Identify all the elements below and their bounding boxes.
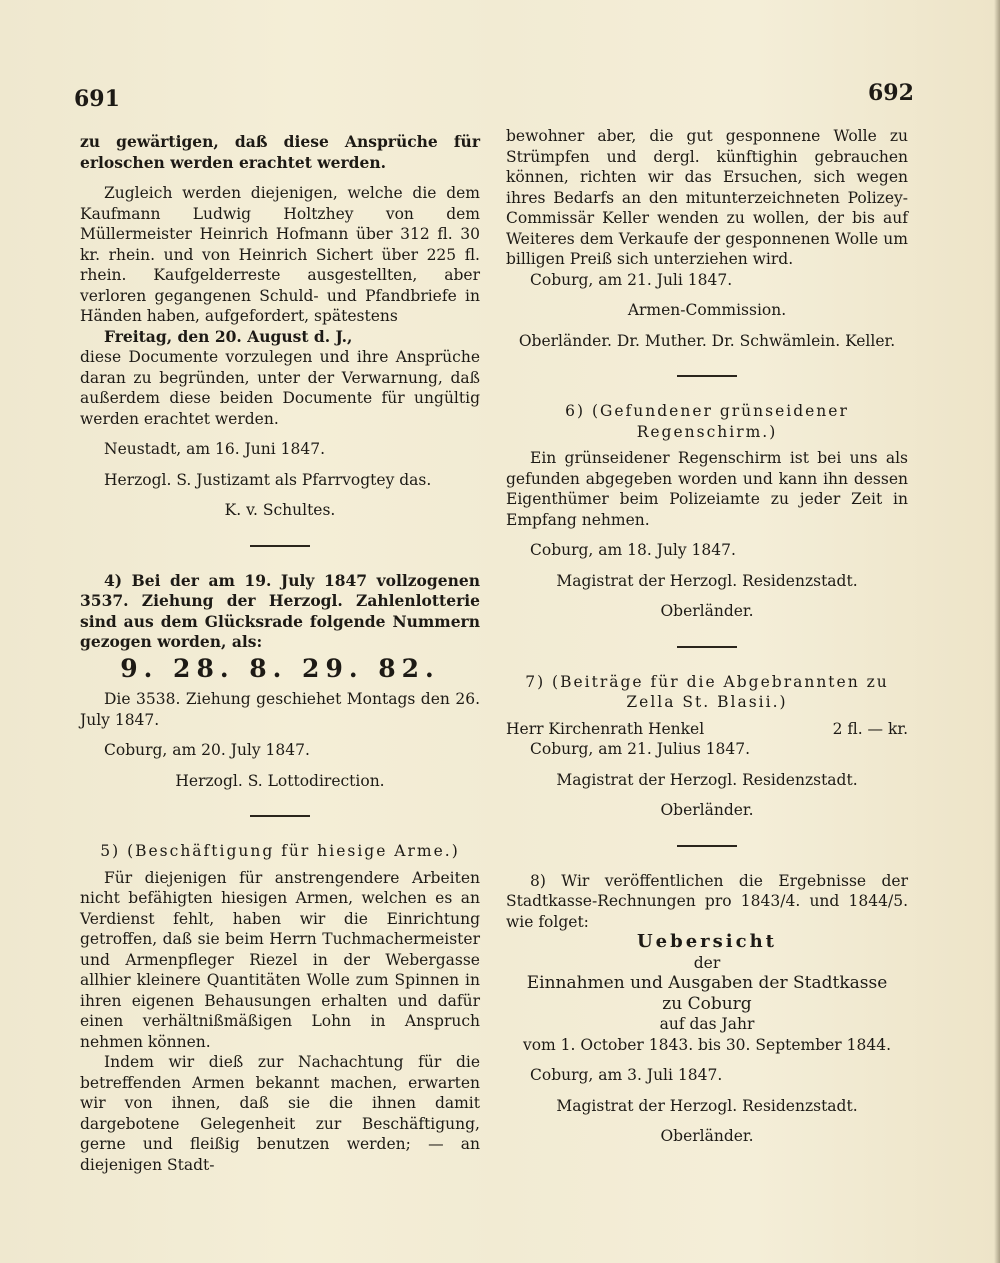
left-signature-1: K. v. Schultes. <box>224 501 336 519</box>
right-place-date-1: Coburg, am 21. Juli 1847. <box>530 270 733 289</box>
right-authority-1: Armen-Commission. <box>627 301 787 319</box>
right-authority-3: Magistrat der Herzogl. Residenzstadt. <box>556 770 858 789</box>
item7-donor: Herr Kirchenrath Henkel <box>506 719 705 738</box>
page-edge-shadow <box>994 0 1000 1263</box>
left-column <box>80 132 480 1175</box>
item8-date-range: vom 1. October 1843. bis 30. September 1844. <box>522 1035 892 1054</box>
right-place-date-3: Coburg, am 21. Julius 1847. <box>530 740 751 758</box>
item5-paragraph-2: Indem wir dieß zur Nachachtung für die betreffenden Armen bekannt machen, erwarten wir von ihnen, daß sie die ihnen damit dargebotene Gelegenheit zur Beschäftigung, gerne und fleißig benutzen werden; — an diejenigen Stadt- <box>80 1053 480 1174</box>
left-continuation-text: zu gewärtigen, daß diese Ansprüche für erloschen werden erachtet werden. <box>80 132 480 172</box>
separator-rule <box>677 845 737 847</box>
right-place-date-4: Coburg, am 3. Juli 1847. <box>530 1066 723 1084</box>
item8-subtitle: Einnahmen und Ausgaben der Stadtkasse <box>526 973 888 993</box>
left-paragraph-documents: diese Documente vorzulegen und ihre Ansprüche daran zu begründen, unter der Verwarnung, daß außerdem diese beiden Documente für ungültig werden erachtet werden. <box>80 348 480 428</box>
right-column <box>506 126 908 1147</box>
item8-text: 8) Wir veröffentlichen die Ergebnisse der Stadtkasse-Rechnungen pro 1843/4. und 1844/5. wie folget: <box>506 871 908 931</box>
item8-year-label: auf das Jahr <box>659 1015 755 1033</box>
left-authority-2: Herzogl. S. Lottodirection. <box>175 771 385 790</box>
item7-amount: 2 fl. — kr. <box>832 719 908 738</box>
left-authority-1: Herzogl. S. Justizamt als Pfarrvogtey das. <box>104 470 432 489</box>
separator-rule <box>677 646 737 648</box>
right-authority-4: Magistrat der Herzogl. Residenzstadt. <box>556 1096 858 1115</box>
item7-donation-row <box>506 719 908 740</box>
item6-heading: 6) (Gefundener grünseidener Regenschirm.) <box>565 402 849 441</box>
left-paragraph-summons: Zugleich werden diejenigen, welche die dem Kaufmann Ludwig Holtzhey von dem Müllermeister Heinrich Hofmann über 312 fl. 30 kr. rhein. und von Heinrich Sichert über 225 fl. rhein. Kaufgelderreste ausgestellten, aber verloren gegangenen Schuld- und Pfandbriefe in Händen haben, aufgefordert, spätestens <box>80 184 480 325</box>
separator-rule <box>250 545 310 547</box>
left-place-date-2: Coburg, am 20. July 1847. <box>104 741 310 759</box>
page-number-left: 691 <box>74 86 120 112</box>
separator-rule <box>250 815 310 817</box>
item4-next-draw: Die 3538. Ziehung geschiehet Montags den 26. July 1847. <box>80 690 480 729</box>
item5-paragraph-1: Für diejenigen für anstrengendere Arbeiten nicht befähigten hiesigen Armen, welchen es an Verdienst fehlt, haben wir die Einrichtung getroffen, daß sie beim Herrn Tuchmachermeister und Armenpfleger Riezel in der Webergasse allhier kleinere Quantitäten Wolle zum Spinnen in ihren eigenen Behausungen erhalten und dafür einen verhältnißmäßigen Lohn in Anspruch nehmen können. <box>80 868 480 1051</box>
right-signature-3: Oberländer. <box>660 801 754 819</box>
separator-rule <box>677 375 737 377</box>
item8-der: der <box>693 953 721 972</box>
left-place-date-1: Neustadt, am 16. Juni 1847. <box>104 440 326 458</box>
right-signatures-1: Oberländer. Dr. Muther. Dr. Schwämlein. Keller. <box>518 331 896 350</box>
right-place-date-2: Coburg, am 18. July 1847. <box>530 541 736 559</box>
right-signature-4: Oberländer. <box>660 1127 754 1145</box>
item7-heading: 7) (Beiträge für die Abgebrannten zu Zella St. Blasii.) <box>525 672 889 711</box>
item5-heading: 5) (Beschäftigung für hiesige Arme.) <box>100 842 460 860</box>
item4-lottery-numbers: 9. 28. 8. 29. 82. <box>120 653 440 683</box>
right-continuation-text: bewohner aber, die gut gesponnene Wolle zu Strümpfen und dergl. künftighin gebrauchen können, richten wir das Ersuchen, sich wegen ihres Bedarfs an den mitunterzeichneten Polizey-Commissär Keller wenden zu wollen, der bis auf Weiteres dem Verkaufe der gesponnenen Wolle um billigen Preiß sich unterziehen wird. <box>506 127 908 268</box>
item6-text: Ein grünseidener Regenschirm ist bei uns als gefunden abgegeben worden und kann ihn dessen Eigenthümer beim Polizeiamte zu jeder Zeit in Empfang nehmen. <box>506 449 908 529</box>
left-deadline-date: Freitag, den 20. August d. J., <box>104 326 353 346</box>
page-number-right: 692 <box>868 80 914 106</box>
right-signature-2: Oberländer. <box>660 602 754 620</box>
item8-city: zu Coburg <box>662 993 752 1014</box>
item4-lottery-text: 4) Bei der am 19. July 1847 vollzogenen 3537. Ziehung der Herzogl. Zahlenlotterie sind aus dem Glücksrade folgende Nummern gezogen worden, als: <box>80 570 480 651</box>
item8-heading: Uebersicht <box>636 931 777 952</box>
right-authority-2: Magistrat der Herzogl. Residenzstadt. <box>556 571 858 590</box>
